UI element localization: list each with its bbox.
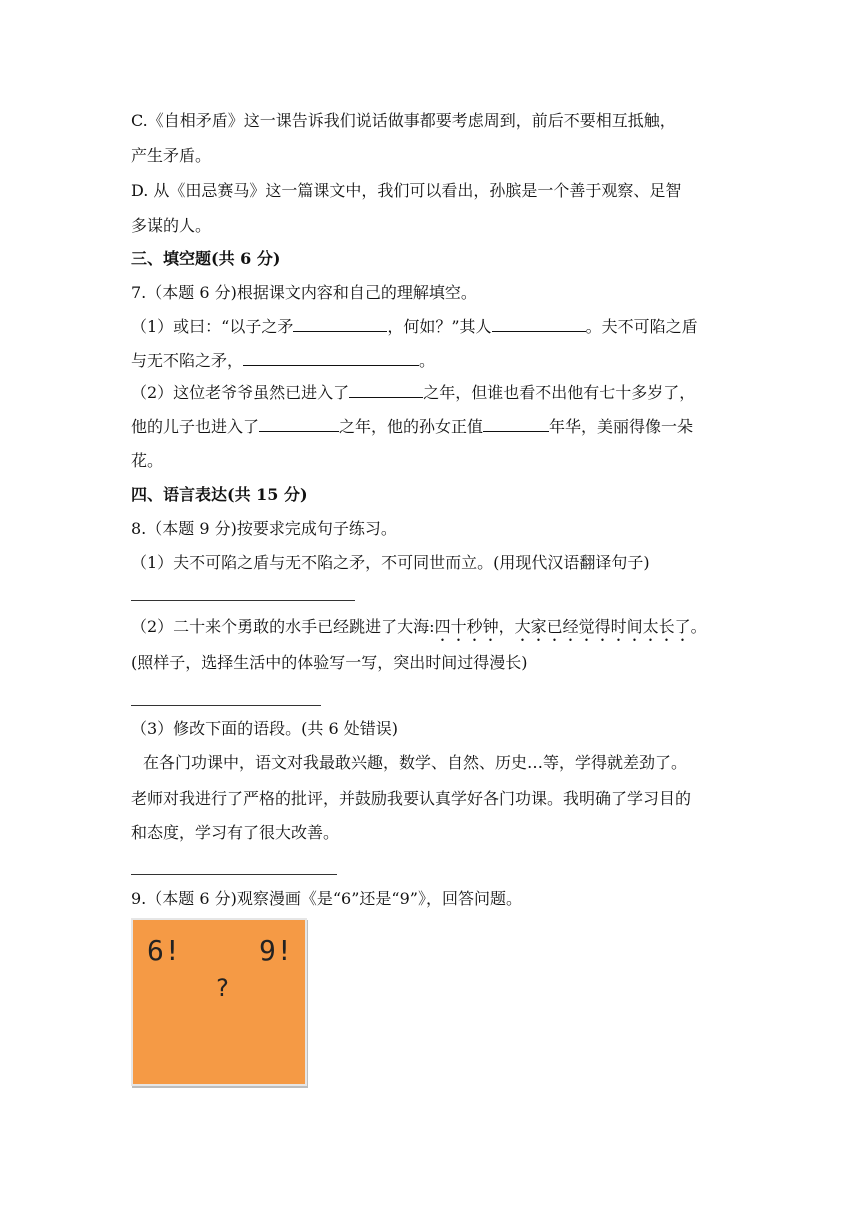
q7-part1-line2 — [131, 350, 435, 372]
q8-part3-para-line3: 和态度，学习有了很大改善。 — [131, 823, 340, 842]
q8-part1: （1）夫不可陷之盾与无不陷之矛，不可同世而立。(用现代汉语翻译句子) — [131, 553, 650, 572]
q7-part2-line2 — [131, 416, 693, 438]
q8-part3-para-line1: 在各门功课中，语文对我最敢兴趣，数学、自然、历史…等，学得就差劲了。 — [143, 753, 688, 772]
q8-part2-answer-line[interactable] — [131, 705, 321, 706]
section3-heading: 三、填空题(共 6 分) — [131, 249, 281, 268]
q8-part1-answer-line[interactable] — [131, 600, 355, 601]
q7-2-blank-1[interactable] — [349, 382, 423, 398]
q7-1-blank-1[interactable] — [293, 316, 387, 332]
q7-1-blank-3[interactable] — [243, 350, 419, 366]
q7-2-blank-3[interactable] — [483, 416, 549, 432]
q7-2-text-c: 他的儿子也进入了 — [131, 417, 260, 436]
comic-question-mark: ? — [215, 974, 230, 1002]
q8-part2-line2: (照样子，选择生活中的体验写一写，突出时间过得漫长) — [131, 653, 528, 672]
q7-2-text-e: 年华，美丽得像一朵 — [549, 417, 694, 436]
q7-1-text-a: （1）或曰：“以子之矛 — [131, 317, 294, 336]
q7-part2-line3: 花。 — [131, 451, 164, 470]
q7-1-text-c: 。夫不可陷之盾 — [585, 317, 698, 336]
q7-2-text-b: 之年，但谁也看不出他有七十多岁了， — [423, 383, 696, 402]
q7-1-text-e: 。 — [419, 351, 436, 370]
q7-2-text-a: （2）这位老爷爷虽然已进入了 — [131, 383, 350, 402]
comic-left-speech: 6! — [147, 934, 181, 967]
option-c-line2: 产生矛盾。 — [131, 146, 212, 165]
q8-part2-line1 — [131, 616, 707, 645]
q8-part3: （3）修改下面的语段。(共 6 处错误) — [131, 719, 399, 738]
option-d-line1: D. 从《田忌赛马》这一篇课文中，我们可以看出，孙膑是一个善于观察、足智 — [131, 181, 682, 200]
comic-6-or-9 — [131, 918, 307, 1086]
section4-heading: 四、语言表达(共 15 分) — [131, 485, 308, 504]
q9-stem: 9.（本题 6 分)观察漫画《是“6”还是“9”》，回答问题。 — [131, 889, 522, 908]
option-c-line1: C.《自相矛盾》这一课告诉我们说话做事都要考虑周到，前后不要相互抵触， — [131, 111, 676, 130]
q7-part1-line1 — [131, 316, 698, 338]
q8-2-dotted-phrase: 四十秒钟，大家已经觉得时间太长了 — [434, 617, 691, 636]
q7-2-text-d: 之年，他的孙女正值 — [339, 417, 484, 436]
q8-stem: 8.（本题 9 分)按要求完成句子练习。 — [131, 519, 397, 538]
q8-2-text-a: （2）二十来个勇敢的水手已经跳进了大海: — [131, 617, 435, 636]
q7-1-text-d: 与无不陷之矛， — [131, 351, 244, 370]
option-d-line2: 多谋的人。 — [131, 216, 212, 235]
q7-1-text-b: ，何如？”其人 — [387, 317, 492, 336]
q8-part3-answer-line[interactable] — [131, 874, 337, 875]
q7-stem: 7.（本题 6 分)根据课文内容和自己的理解填空。 — [131, 283, 477, 302]
q8-part3-para-line2: 老师对我进行了严格的批评，并鼓励我要认真学好各门功课。我明确了学习目的 — [131, 789, 692, 808]
q7-part2-line1 — [131, 382, 695, 404]
comic-right-speech: 9! — [259, 934, 293, 967]
q8-2-text-b: 。 — [690, 617, 707, 636]
q7-1-blank-2[interactable] — [492, 316, 586, 332]
q7-2-blank-2[interactable] — [259, 416, 339, 432]
